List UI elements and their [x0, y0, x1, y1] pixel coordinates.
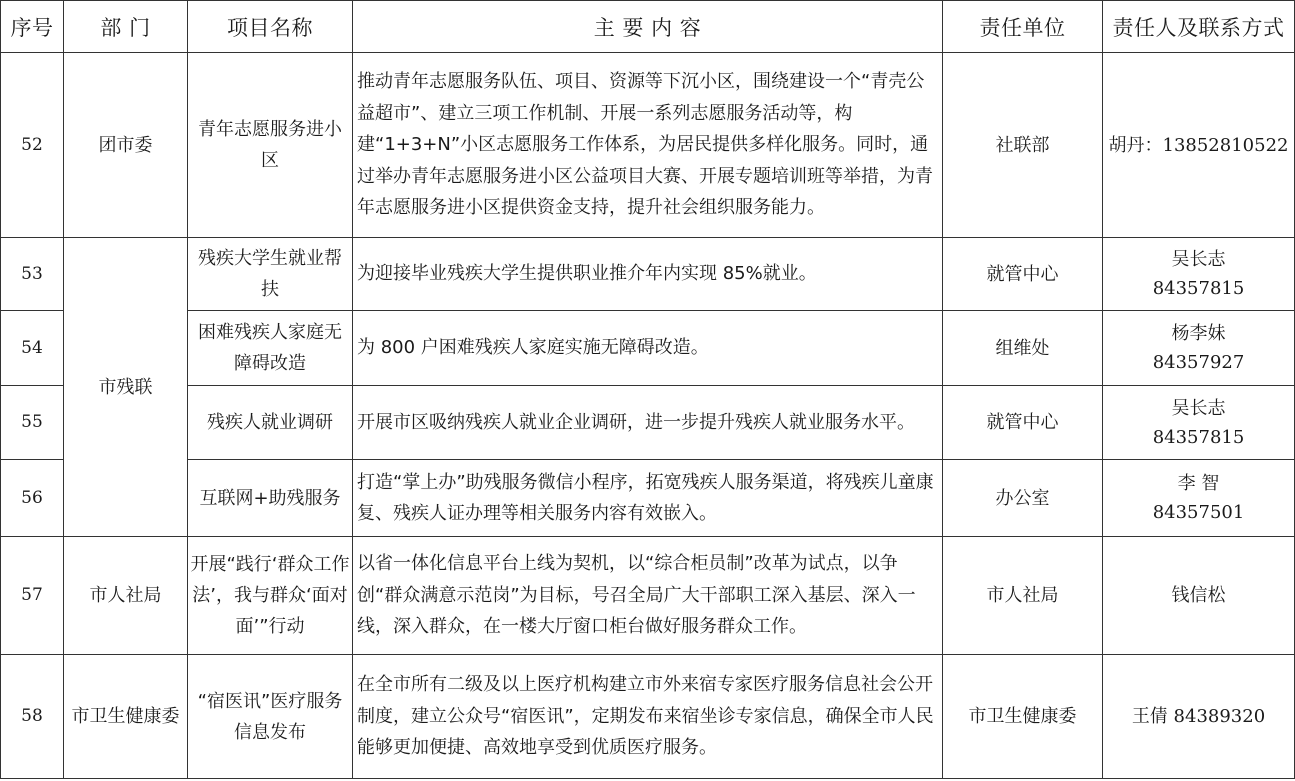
row-person [1103, 311, 1295, 386]
person-phone: 84357815 [1152, 278, 1245, 299]
row-project: 残疾大学生就业帮扶 [188, 238, 353, 311]
person-phone: 13852810522 [1162, 134, 1289, 156]
row-no: 52 [1, 53, 64, 238]
row-content: 开展市区吸纳残疾人就业企业调研，进一步提升残疾人就业服务水平。 [353, 386, 943, 460]
row-content: 在全市所有二级及以上医疗机构建立市外来宿专家医疗服务信息社会公开制度，建立公众号“宿医讯”，定期发布来宿坐诊专家信息，确保全市人民能够更加便捷、高效地享受到优质医疗服务。 [353, 655, 943, 779]
row-project: “宿医讯”医疗服务信息发布 [188, 655, 353, 779]
row-content: 推动青年志愿服务队伍、项目、资源等下沉小区，围绕建设一个“青壳公益超市”、建立三项工作机制、开展一系列志愿服务活动等，构建“1+3+N”小区志愿服务工作体系，为居民提供多样化服务。同时，通过举办青年志愿服务进小区公益项目大赛、开展专题培训班等举措，为青年志愿服务进小区提供资金支持，提升社会组织服务能力。 [353, 53, 943, 238]
row-dept: 团市委 [64, 53, 188, 238]
header-unit: 责任单位 [943, 1, 1103, 53]
row-no: 57 [1, 537, 64, 655]
row-content: 以省一体化信息平台上线为契机，以“综合柜员制”改革为试点，以争创“群众满意示范岗”为目标，号召全局广大干部职工深入基层、深入一线，深入群众，在一楼大厅窗口柜台做好服务群众工作。 [353, 537, 943, 655]
row-content: 为 800 户困难残疾人家庭实施无障碍改造。 [353, 311, 943, 386]
table-row [1, 238, 1295, 311]
table-row [1, 460, 1295, 537]
row-person [1103, 655, 1295, 779]
row-project: 互联网+助残服务 [188, 460, 353, 537]
person-name: 胡丹： [1108, 134, 1163, 156]
table-row [1, 537, 1295, 655]
row-dept: 市人社局 [64, 537, 188, 655]
row-unit: 市人社局 [943, 537, 1103, 655]
header-project: 项目名称 [188, 1, 353, 53]
table-row [1, 53, 1295, 238]
header-content: 主 要 内 容 [353, 1, 943, 53]
row-no: 55 [1, 386, 64, 460]
header-row [1, 1, 1295, 53]
row-person [1103, 386, 1295, 460]
row-no: 53 [1, 238, 64, 311]
person-phone: 84357815 [1152, 426, 1245, 448]
person-phone: 84389320 [1173, 706, 1266, 727]
header-no: 序号 [1, 1, 64, 53]
person-name: 李 智 [1177, 473, 1220, 494]
table-row [1, 655, 1295, 779]
person-phone: 84357501 [1152, 502, 1245, 523]
row-no: 54 [1, 311, 64, 386]
row-no: 58 [1, 655, 64, 779]
row-person [1103, 460, 1295, 537]
person-name: 钱信松 [1171, 585, 1226, 606]
row-project: 困难残疾人家庭无障碍改造 [188, 311, 353, 386]
row-project: 开展“践行‘群众工作法’，我与群众‘面对面’”行动 [188, 537, 353, 655]
table-row [1, 386, 1295, 460]
person-phone: 84357927 [1152, 352, 1245, 373]
row-no: 56 [1, 460, 64, 537]
row-unit: 市卫生健康委 [943, 655, 1103, 779]
header-dept: 部 门 [64, 1, 188, 53]
header-person: 责任人及联系方式 [1103, 1, 1295, 53]
person-name: 王倩 [1131, 706, 1168, 727]
row-unit: 就管中心 [943, 238, 1103, 311]
person-name: 吴长志 [1171, 249, 1226, 270]
person-name: 吴长志 [1171, 397, 1226, 419]
row-person [1103, 238, 1295, 311]
table-row [1, 311, 1295, 386]
row-dept: 市残联 [64, 238, 188, 537]
row-unit: 社联部 [943, 53, 1103, 238]
person-name: 杨李妹 [1171, 323, 1226, 344]
row-project: 残疾人就业调研 [188, 386, 353, 460]
row-unit: 就管中心 [943, 386, 1103, 460]
row-content: 为迎接毕业残疾大学生提供职业推介年内实现 85%就业。 [353, 238, 943, 311]
row-person [1103, 537, 1295, 655]
row-person [1103, 53, 1295, 238]
row-unit: 组维处 [943, 311, 1103, 386]
row-content: 打造“掌上办”助残服务微信小程序，拓宽残疾人服务渠道，将残疾儿童康复、残疾人证办理等相关服务内容有效嵌入。 [353, 460, 943, 537]
row-unit: 办公室 [943, 460, 1103, 537]
row-dept: 市卫生健康委 [64, 655, 188, 779]
row-project: 青年志愿服务进小区 [188, 53, 353, 238]
